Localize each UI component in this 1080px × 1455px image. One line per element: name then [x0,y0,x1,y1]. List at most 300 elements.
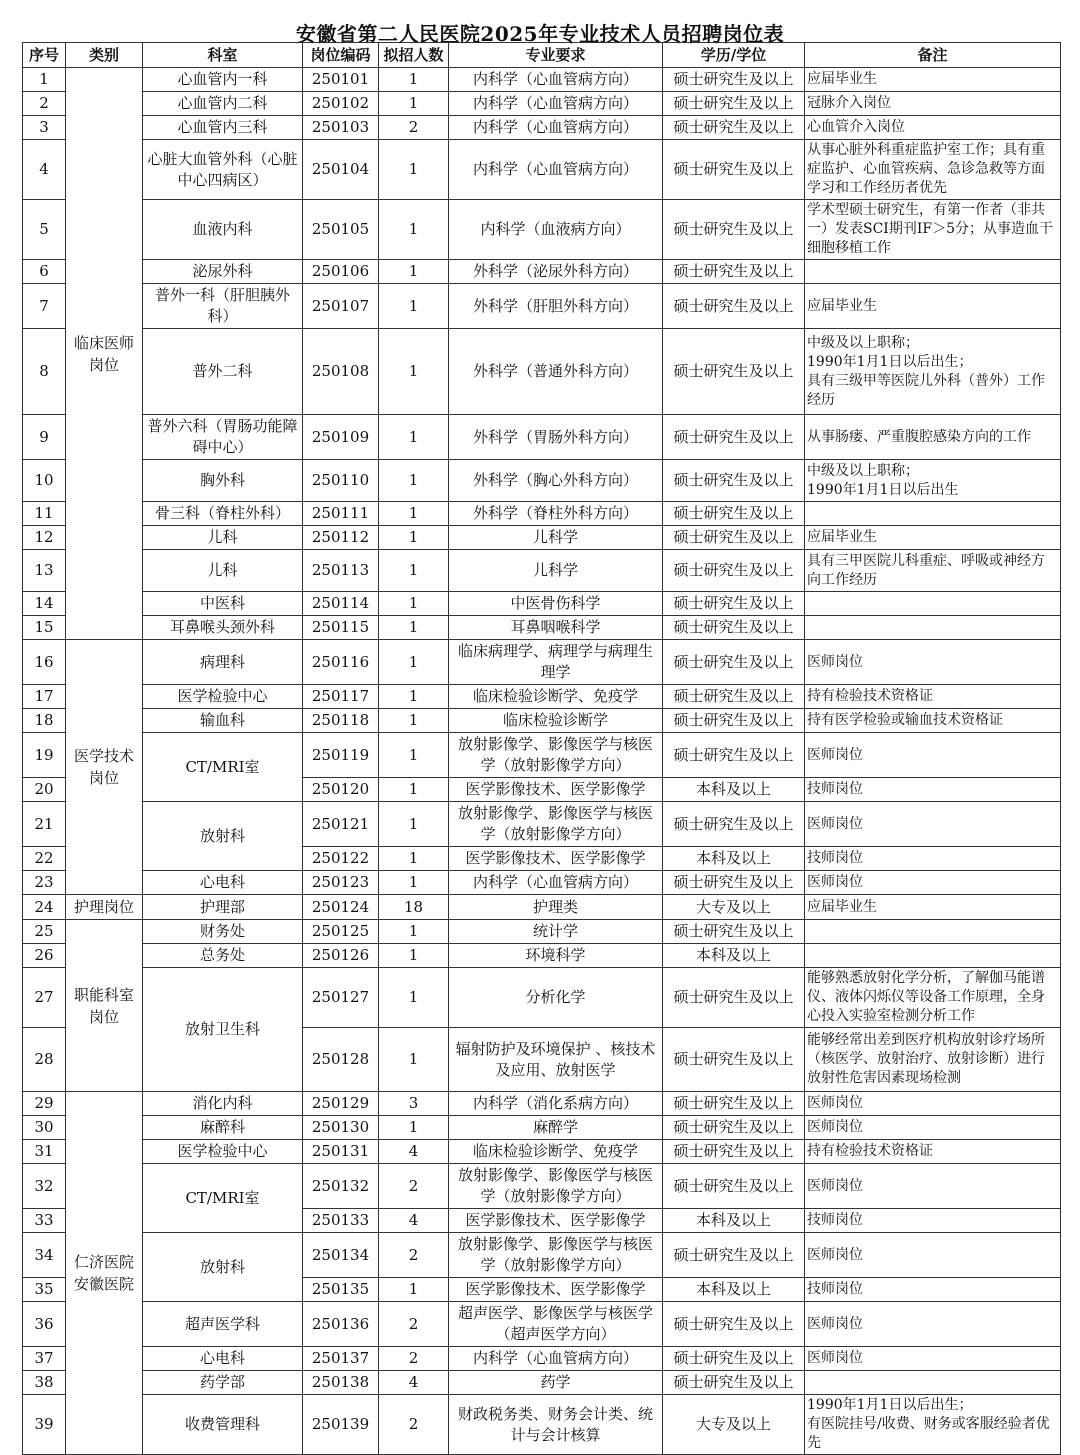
education-cell: 硕士研究生及以上 [663,1164,805,1209]
remarks-cell: 1990年1月1日以后出生； 有医院挂号/收费、财务或客服经验者优先 [805,1395,1061,1455]
department-cell: 医学检验中心 [143,1140,303,1164]
remarks-cell: 具有三甲医院儿科重症、呼吸或神经方向工作经历 [805,550,1061,592]
row-number-cell: 14 [23,592,66,616]
position-code-cell: 250104 [303,140,379,200]
row-number-cell: 4 [23,140,66,200]
headcount-cell: 1 [379,640,449,685]
position-code-cell: 250112 [303,526,379,550]
remarks-cell: 应届毕业生 [805,68,1061,92]
headcount-cell: 1 [379,968,449,1028]
education-cell: 硕士研究生及以上 [663,502,805,526]
table-row [23,284,1061,329]
table-row [23,944,1061,968]
position-code-cell: 250139 [303,1395,379,1455]
major-requirement-cell: 放射影像学、影像医学与核医学（放射影像学方向） [449,1233,663,1278]
education-cell: 硕士研究生及以上 [663,1028,805,1092]
headcount-cell: 1 [379,200,449,260]
table-row [23,685,1061,709]
major-requirement-cell: 儿科学 [449,550,663,592]
table-row [23,802,1061,847]
table-header [23,43,1061,68]
department-cell: 儿科 [143,550,303,592]
department-cell: 骨三科（脊柱外科） [143,502,303,526]
headcount-cell: 1 [379,415,449,460]
row-number-cell: 22 [23,847,66,871]
major-requirement-cell: 内科学（心血管病方向） [449,1347,663,1371]
major-requirement-cell: 外科学（胸心外科方向） [449,460,663,502]
headcount-cell: 2 [379,1347,449,1371]
education-cell: 本科及以上 [663,944,805,968]
remarks-cell: 应届毕业生 [805,284,1061,329]
major-requirement-cell: 药学 [449,1371,663,1395]
position-code-cell: 250134 [303,1233,379,1278]
department-cell: 总务处 [143,944,303,968]
department-cell: 中医科 [143,592,303,616]
position-code-cell: 250114 [303,592,379,616]
position-code-cell: 250127 [303,968,379,1028]
table-row [23,616,1061,640]
category-cell: 仁济医院 安徽医院 [66,1092,143,1455]
row-number-cell: 30 [23,1116,66,1140]
position-code-cell: 250123 [303,871,379,895]
headcount-cell: 1 [379,1028,449,1092]
headcount-cell: 1 [379,260,449,284]
position-code-cell: 250101 [303,68,379,92]
row-number-cell: 19 [23,733,66,778]
table-row [23,1233,1061,1278]
department-cell: 心血管内一科 [143,68,303,92]
remarks-cell: 中级及以上职称； 1990年1月1日以后出生； 具有三级甲等医院儿外科（普外）工作经历 [805,329,1061,415]
row-number-cell: 37 [23,1347,66,1371]
table-row [23,68,1061,92]
remarks-cell: 心血管介入岗位 [805,116,1061,140]
major-requirement-cell: 外科学（胃肠外科方向） [449,415,663,460]
column-header: 拟招人数 [379,43,449,68]
row-number-cell: 29 [23,1092,66,1116]
remarks-cell: 应届毕业生 [805,526,1061,550]
major-requirement-cell: 内科学（心血管病方向） [449,92,663,116]
position-code-cell: 250120 [303,778,379,802]
remarks-cell: 技师岗位 [805,847,1061,871]
education-cell: 硕士研究生及以上 [663,1371,805,1395]
major-requirement-cell: 内科学（心血管病方向） [449,140,663,200]
headcount-cell: 1 [379,68,449,92]
education-cell: 大专及以上 [663,1395,805,1455]
remarks-cell: 医师岗位 [805,1347,1061,1371]
headcount-cell: 2 [379,1302,449,1347]
remarks-cell: 医师岗位 [805,1233,1061,1278]
education-cell: 硕士研究生及以上 [663,68,805,92]
row-number-cell: 20 [23,778,66,802]
major-requirement-cell: 临床检验诊断学 [449,709,663,733]
table-row [23,260,1061,284]
headcount-cell: 1 [379,1278,449,1302]
table-row [23,920,1061,944]
headcount-cell: 1 [379,733,449,778]
position-code-cell: 250128 [303,1028,379,1092]
position-code-cell: 250111 [303,502,379,526]
column-header: 专业要求 [449,43,663,68]
position-code-cell: 250109 [303,415,379,460]
position-code-cell: 250126 [303,944,379,968]
remarks-cell: 医师岗位 [805,1164,1061,1209]
category-cell: 医学技术 岗位 [66,640,143,895]
headcount-cell: 4 [379,1371,449,1395]
department-cell: 收费管理科 [143,1395,303,1455]
row-number-cell: 11 [23,502,66,526]
column-header: 备注 [805,43,1061,68]
remarks-cell: 冠脉介入岗位 [805,92,1061,116]
row-number-cell: 33 [23,1209,66,1233]
headcount-cell: 1 [379,920,449,944]
table-row [23,140,1061,200]
row-number-cell: 17 [23,685,66,709]
education-cell: 硕士研究生及以上 [663,460,805,502]
department-cell: 普外二科 [143,329,303,415]
column-header: 科室 [143,43,303,68]
education-cell: 本科及以上 [663,778,805,802]
position-code-cell: 250102 [303,92,379,116]
major-requirement-cell: 分析化学 [449,968,663,1028]
row-number-cell: 25 [23,920,66,944]
department-cell: 心电科 [143,871,303,895]
row-number-cell: 31 [23,1140,66,1164]
education-cell: 本科及以上 [663,1209,805,1233]
major-requirement-cell: 外科学（脊柱外科方向） [449,502,663,526]
headcount-cell: 1 [379,709,449,733]
column-header: 学历/学位 [663,43,805,68]
row-number-cell: 24 [23,895,66,920]
department-cell: 胸外科 [143,460,303,502]
remarks-cell: 医师岗位 [805,1092,1061,1116]
education-cell: 大专及以上 [663,895,805,920]
headcount-cell: 1 [379,944,449,968]
department-cell: 心电科 [143,1347,303,1371]
education-cell: 硕士研究生及以上 [663,1140,805,1164]
table-row [23,1164,1061,1209]
table-row [23,415,1061,460]
major-requirement-cell: 临床检验诊断学、免疫学 [449,685,663,709]
table-row [23,200,1061,260]
education-cell: 本科及以上 [663,1278,805,1302]
row-number-cell: 27 [23,968,66,1028]
department-cell: 儿科 [143,526,303,550]
headcount-cell: 2 [379,1233,449,1278]
major-requirement-cell: 医学影像技术、医学影像学 [449,847,663,871]
row-number-cell: 2 [23,92,66,116]
row-number-cell: 35 [23,1278,66,1302]
position-code-cell: 250115 [303,616,379,640]
table-row [23,116,1061,140]
row-number-cell: 13 [23,550,66,592]
headcount-cell: 1 [379,616,449,640]
education-cell: 本科及以上 [663,847,805,871]
education-cell: 硕士研究生及以上 [663,802,805,847]
table-row [23,1371,1061,1395]
row-number-cell: 12 [23,526,66,550]
table-row [23,1116,1061,1140]
category-cell: 临床医师 岗位 [66,68,143,640]
position-code-cell: 250108 [303,329,379,415]
row-number-cell: 16 [23,640,66,685]
major-requirement-cell: 外科学（泌尿外科方向） [449,260,663,284]
position-code-cell: 250103 [303,116,379,140]
headcount-cell: 3 [379,1092,449,1116]
headcount-cell: 1 [379,140,449,200]
major-requirement-cell: 中医骨伤科学 [449,592,663,616]
department-cell: 放射卫生科 [143,968,303,1092]
row-number-cell: 10 [23,460,66,502]
major-requirement-cell: 财政税务类、财务会计类、统计与会计核算 [449,1395,663,1455]
remarks-cell: 能够经常出差到医疗机构放射诊疗场所（核医学、放射治疗、放射诊断）进行放射性危害因素现场检测 [805,1028,1061,1092]
headcount-cell: 2 [379,116,449,140]
headcount-cell: 4 [379,1209,449,1233]
position-code-cell: 250125 [303,920,379,944]
position-code-cell: 250107 [303,284,379,329]
headcount-cell: 1 [379,592,449,616]
row-number-cell: 39 [23,1395,66,1455]
department-cell: 心血管内二科 [143,92,303,116]
row-number-cell: 3 [23,116,66,140]
table-row [23,1140,1061,1164]
headcount-cell: 2 [379,1395,449,1455]
department-cell: 医学检验中心 [143,685,303,709]
position-code-cell: 250136 [303,1302,379,1347]
education-cell: 硕士研究生及以上 [663,1347,805,1371]
row-number-cell: 9 [23,415,66,460]
headcount-cell: 1 [379,526,449,550]
position-code-cell: 250130 [303,1116,379,1140]
major-requirement-cell: 内科学（心血管病方向） [449,871,663,895]
headcount-cell: 1 [379,284,449,329]
remarks-cell: 持有医学检验或输血技术资格证 [805,709,1061,733]
row-number-cell: 26 [23,944,66,968]
column-header: 岗位编码 [303,43,379,68]
table-row [23,592,1061,616]
major-requirement-cell: 外科学（普通外科方向） [449,329,663,415]
department-cell: CT/MRI室 [143,733,303,802]
row-number-cell: 8 [23,329,66,415]
position-code-cell: 250124 [303,895,379,920]
table-row [23,1347,1061,1371]
headcount-cell: 1 [379,550,449,592]
table-body [23,68,1061,1455]
major-requirement-cell: 内科学（消化系病方向） [449,1092,663,1116]
major-requirement-cell: 医学影像技术、医学影像学 [449,1209,663,1233]
department-cell: 放射科 [143,802,303,871]
department-cell: 病理科 [143,640,303,685]
table-row [23,329,1061,415]
row-number-cell: 1 [23,68,66,92]
headcount-cell: 1 [379,460,449,502]
remarks-cell: 学术型硕士研究生，有第一作者（非共一）发表SCI期刊IF＞5分；从事造血干细胞移植工作 [805,200,1061,260]
position-code-cell: 250106 [303,260,379,284]
remarks-cell [805,920,1061,944]
remarks-cell: 持有检验技术资格证 [805,1140,1061,1164]
headcount-cell: 1 [379,685,449,709]
headcount-cell: 1 [379,802,449,847]
education-cell: 硕士研究生及以上 [663,968,805,1028]
major-requirement-cell: 临床病理学、病理学与病理生理学 [449,640,663,685]
headcount-cell: 1 [379,1116,449,1140]
education-cell: 硕士研究生及以上 [663,140,805,200]
education-cell: 硕士研究生及以上 [663,92,805,116]
column-header: 序号 [23,43,66,68]
table-row [23,550,1061,592]
column-header: 类别 [66,43,143,68]
education-cell: 硕士研究生及以上 [663,526,805,550]
major-requirement-cell: 医学影像技术、医学影像学 [449,778,663,802]
major-requirement-cell: 统计学 [449,920,663,944]
headcount-cell: 1 [379,778,449,802]
education-cell: 硕士研究生及以上 [663,871,805,895]
headcount-cell: 1 [379,502,449,526]
position-code-cell: 250117 [303,685,379,709]
education-cell: 硕士研究生及以上 [663,920,805,944]
education-cell: 硕士研究生及以上 [663,1302,805,1347]
education-cell: 硕士研究生及以上 [663,260,805,284]
education-cell: 硕士研究生及以上 [663,284,805,329]
table-row [23,460,1061,502]
education-cell: 硕士研究生及以上 [663,709,805,733]
position-code-cell: 250105 [303,200,379,260]
row-number-cell: 36 [23,1302,66,1347]
major-requirement-cell: 耳鼻咽喉科学 [449,616,663,640]
remarks-cell: 技师岗位 [805,1278,1061,1302]
remarks-cell: 应届毕业生 [805,895,1061,920]
headcount-cell: 1 [379,329,449,415]
department-cell: 放射科 [143,1233,303,1302]
major-requirement-cell: 放射影像学、影像医学与核医学（放射影像学方向） [449,802,663,847]
major-requirement-cell: 内科学（心血管病方向） [449,68,663,92]
department-cell: 消化内科 [143,1092,303,1116]
position-code-cell: 250113 [303,550,379,592]
position-code-cell: 250119 [303,733,379,778]
position-code-cell: 250118 [303,709,379,733]
education-cell: 硕士研究生及以上 [663,1092,805,1116]
page-title: 安徽省第二人民医院2025年专业技术人员招聘岗位表 [295,22,785,46]
row-number-cell: 7 [23,284,66,329]
table-row [23,1092,1061,1116]
category-cell: 职能科室 岗位 [66,920,143,1092]
position-code-cell: 250131 [303,1140,379,1164]
education-cell: 硕士研究生及以上 [663,1233,805,1278]
row-number-cell: 34 [23,1233,66,1278]
remarks-cell: 技师岗位 [805,778,1061,802]
row-number-cell: 6 [23,260,66,284]
education-cell: 硕士研究生及以上 [663,200,805,260]
remarks-cell: 医师岗位 [805,1302,1061,1347]
remarks-cell [805,616,1061,640]
major-requirement-cell: 辐射防护及环境保护 、核技术及应用、放射医学 [449,1028,663,1092]
table-row [23,968,1061,1028]
department-cell: 超声医学科 [143,1302,303,1347]
department-cell: 输血科 [143,709,303,733]
headcount-cell: 1 [379,92,449,116]
education-cell: 硕士研究生及以上 [663,616,805,640]
table-row [23,1302,1061,1347]
remarks-cell [805,944,1061,968]
education-cell: 硕士研究生及以上 [663,1116,805,1140]
major-requirement-cell: 环境科学 [449,944,663,968]
table-row [23,733,1061,778]
position-code-cell: 250137 [303,1347,379,1371]
position-code-cell: 250132 [303,1164,379,1209]
table-row [23,92,1061,116]
department-cell: 药学部 [143,1371,303,1395]
major-requirement-cell: 儿科学 [449,526,663,550]
education-cell: 硕士研究生及以上 [663,550,805,592]
recruitment-table [22,42,1061,1455]
major-requirement-cell: 放射影像学、影像医学与核医学（放射影像学方向） [449,1164,663,1209]
remarks-cell: 医师岗位 [805,1116,1061,1140]
major-requirement-cell: 医学影像技术、医学影像学 [449,1278,663,1302]
remarks-cell: 能够熟悉放射化学分析，了解伽马能谱仪、液体闪烁仪等设备工作原理，全身心投入实验室检测分析工作 [805,968,1061,1028]
table-row [23,502,1061,526]
department-cell: 麻醉科 [143,1116,303,1140]
category-cell: 护理岗位 [66,895,143,920]
major-requirement-cell: 护理类 [449,895,663,920]
major-requirement-cell: 超声医学、影像医学与核医学（超声医学方向） [449,1302,663,1347]
department-cell: CT/MRI室 [143,1164,303,1233]
major-requirement-cell: 麻醉学 [449,1116,663,1140]
department-cell: 财务处 [143,920,303,944]
department-cell: 心脏大血管外科（心脏中心四病区） [143,140,303,200]
table-row [23,1395,1061,1455]
position-code-cell: 250135 [303,1278,379,1302]
remarks-cell: 医师岗位 [805,802,1061,847]
remarks-cell: 医师岗位 [805,733,1061,778]
position-code-cell: 250133 [303,1209,379,1233]
remarks-cell: 医师岗位 [805,871,1061,895]
table-row [23,709,1061,733]
department-cell: 泌尿外科 [143,260,303,284]
table-row [23,871,1061,895]
table-row [23,526,1061,550]
remarks-cell: 持有检验技术资格证 [805,685,1061,709]
position-code-cell: 250116 [303,640,379,685]
row-number-cell: 18 [23,709,66,733]
headcount-cell: 18 [379,895,449,920]
major-requirement-cell: 内科学（血液病方向） [449,200,663,260]
headcount-cell: 1 [379,871,449,895]
education-cell: 硕士研究生及以上 [663,733,805,778]
education-cell: 硕士研究生及以上 [663,685,805,709]
remarks-cell: 中级及以上职称； 1990年1月1日以后出生 [805,460,1061,502]
major-requirement-cell: 临床检验诊断学、免疫学 [449,1140,663,1164]
department-cell: 普外六科（胃肠功能障碍中心） [143,415,303,460]
education-cell: 硕士研究生及以上 [663,640,805,685]
headcount-cell: 4 [379,1140,449,1164]
major-requirement-cell: 内科学（心血管病方向） [449,116,663,140]
remarks-cell: 医师岗位 [805,640,1061,685]
department-cell: 血液内科 [143,200,303,260]
department-cell: 耳鼻喉头颈外科 [143,616,303,640]
remarks-cell [805,260,1061,284]
department-cell: 护理部 [143,895,303,920]
department-cell: 普外一科（肝胆胰外科） [143,284,303,329]
remarks-cell: 技师岗位 [805,1209,1061,1233]
education-cell: 硕士研究生及以上 [663,592,805,616]
major-requirement-cell: 外科学（肝胆外科方向） [449,284,663,329]
remarks-cell [805,592,1061,616]
position-code-cell: 250138 [303,1371,379,1395]
table-row [23,640,1061,685]
table-row [23,895,1061,920]
row-number-cell: 28 [23,1028,66,1092]
row-number-cell: 5 [23,200,66,260]
education-cell: 硕士研究生及以上 [663,329,805,415]
